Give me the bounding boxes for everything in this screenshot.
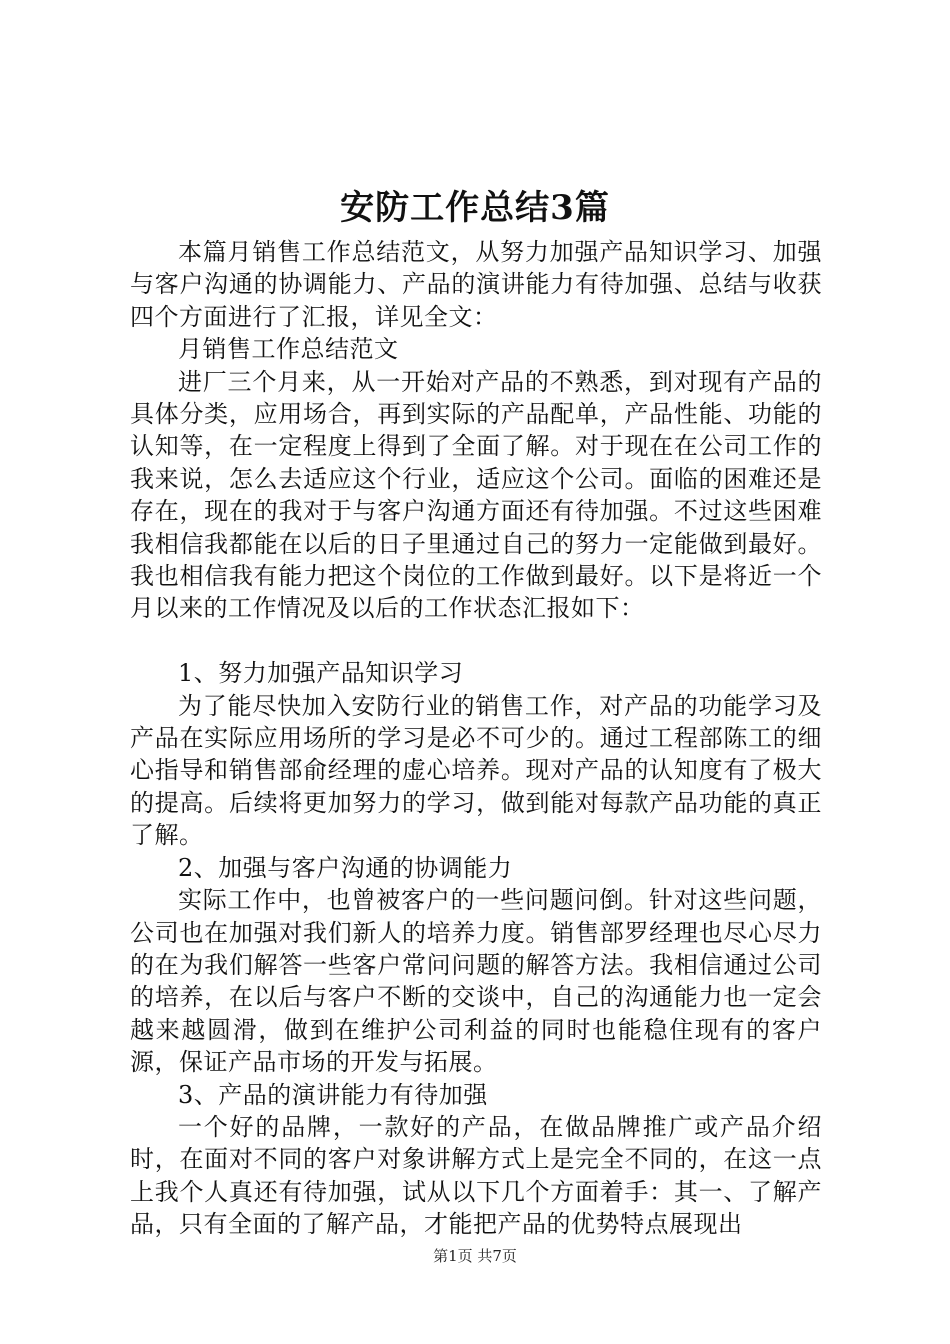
paragraph-section-2: 实际工作中，也曾被客户的一些问题问倒。针对这些问题，公司也在加强对我们新人的培养力度。销售部罗经理也尽心尽力的在为我们解答一些客户常问问题的解答方法。我相信通过公司的培养，在以后与客户不断的交谈中，自己的沟通能力也一定会越来越圆滑，做到在维护公司利益的同时也能稳住现有的客户源，保证产品市场的开发与拓展。: [130, 886, 822, 1077]
paragraph-section-1: 为了能尽快加入安防行业的销售工作，对产品的功能学习及产品在实际应用场所的学习是必不可少的。通过工程部陈工的细心指导和销售部俞经理的虚心培养。现对产品的认知度有了极大的提高。后续将更加努力的学习，做到能对每款产品功能的真正了解。: [130, 691, 822, 850]
paragraph-overview: 进厂三个月来，从一开始对产品的不熟悉，到对现有产品的具体分类，应用场合，再到实际的产品配单，产品性能、功能的认知等，在一定程度上得到了全面了解。对于现在在公司工作的我来说，怎么去适应这个行业，适应这个公司。面临的困难还是存在，现在的我对于与客户沟通方面还有待加强。不过这些困难我相信我都能在以后的日子里通过自己的努力一定能做到最好。我也相信我有能力把这个岗位的工作做到最好。以下是将近一个月以来的工作情况及以后的工作状态汇报如下：: [130, 367, 822, 623]
paragraph-subtitle: 月销售工作总结范文: [178, 335, 399, 364]
section-heading-3: 3、产品的演讲能力有待加强: [178, 1080, 488, 1109]
page-footer: 第1页 共7页: [433, 1247, 517, 1265]
paragraph-section-3: 一个好的品牌，一款好的产品，在做品牌推广或产品介绍时，在面对不同的客户对象讲解方式上是完全不同的，在这一点上我个人真还有待加强，试从以下几个方面着手：其一、了解产品，只有全面的了解产品，才能把产品的优势特点展现出: [130, 1112, 822, 1239]
section-heading-2: 2、加强与客户沟通的协调能力: [178, 853, 513, 882]
paragraph-spacer: [130, 625, 822, 657]
document-body: [130, 236, 822, 1241]
section-heading-1: 1、努力加强产品知识学习: [178, 659, 464, 688]
paragraph-intro: 本篇月销售工作总结范文，从努力加强产品知识学习、加强与客户沟通的协调能力、产品的演讲能力有待加强、总结与收获四个方面进行了汇报，详见全文：: [130, 238, 822, 331]
page-title: 安防工作总结3篇: [340, 188, 610, 228]
